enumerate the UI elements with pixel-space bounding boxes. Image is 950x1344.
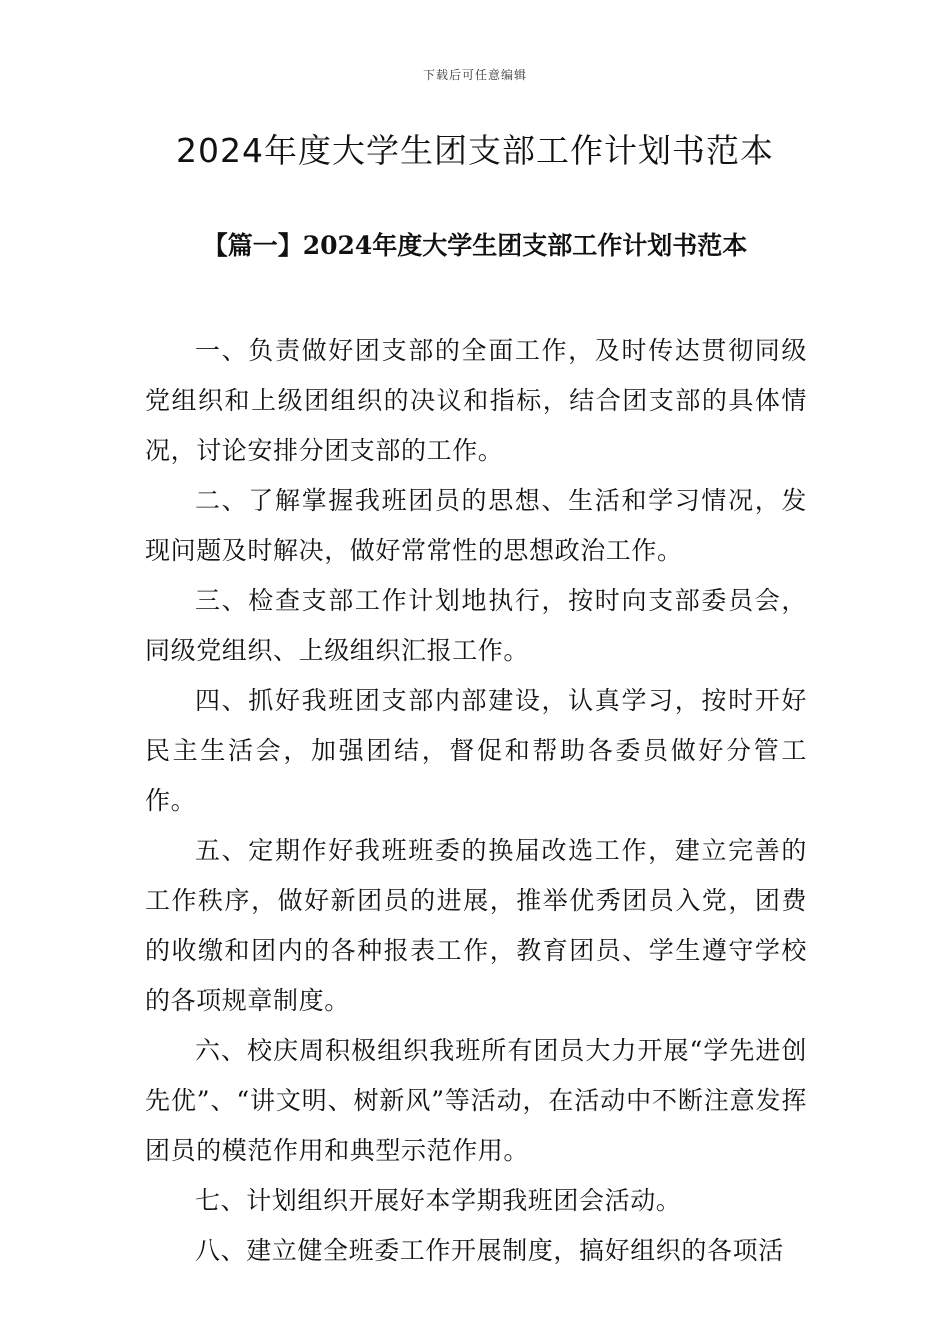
body-text bbox=[145, 326, 807, 1276]
section-title: 【篇一】2024年度大学生团支部工作计划书范本 bbox=[202, 231, 748, 260]
document-title: 2024年度大学生团支部工作计划书范本 bbox=[176, 131, 774, 170]
header-note: 下载后可任意编辑 bbox=[422, 68, 527, 82]
paragraph-3: 三、检查支部工作计划地执行，按时向支部委员会，同级党组织、上级组织汇报工作。 bbox=[145, 586, 807, 665]
paragraph-4: 四、抓好我班团支部内部建设，认真学习，按时开好民主生活会，加强团结，督促和帮助各委员做好分管工作。 bbox=[145, 686, 807, 815]
paragraph-8: 八、建立健全班委工作开展制度，搞好组织的各项活 bbox=[195, 1236, 784, 1265]
paragraph-6: 六、校庆周积极组织我班所有团员大力开展“学先进创先优”、“讲文明、树新风”等活动，在活动中不断注意发挥团员的模范作用和典型示范作用。 bbox=[145, 1036, 807, 1165]
paragraph-2: 二、了解掌握我班团员的思想、生活和学习情况，发现问题及时解决，做好常常性的思想政治工作。 bbox=[145, 486, 807, 565]
paragraph-1: 一、负责做好团支部的全面工作，及时传达贯彻同级党组织和上级团组织的决议和指标，结合团支部的具体情况，讨论安排分团支部的工作。 bbox=[145, 336, 807, 465]
paragraph-7: 七、计划组织开展好本学期我班团会活动。 bbox=[195, 1186, 682, 1215]
paragraph-5: 五、定期作好我班班委的换届改选工作，建立完善的工作秩序，做好新团员的进展，推举优秀团员入党，团费的收缴和团内的各种报表工作，教育团员、学生遵守学校的各项规章制度。 bbox=[145, 836, 807, 1015]
